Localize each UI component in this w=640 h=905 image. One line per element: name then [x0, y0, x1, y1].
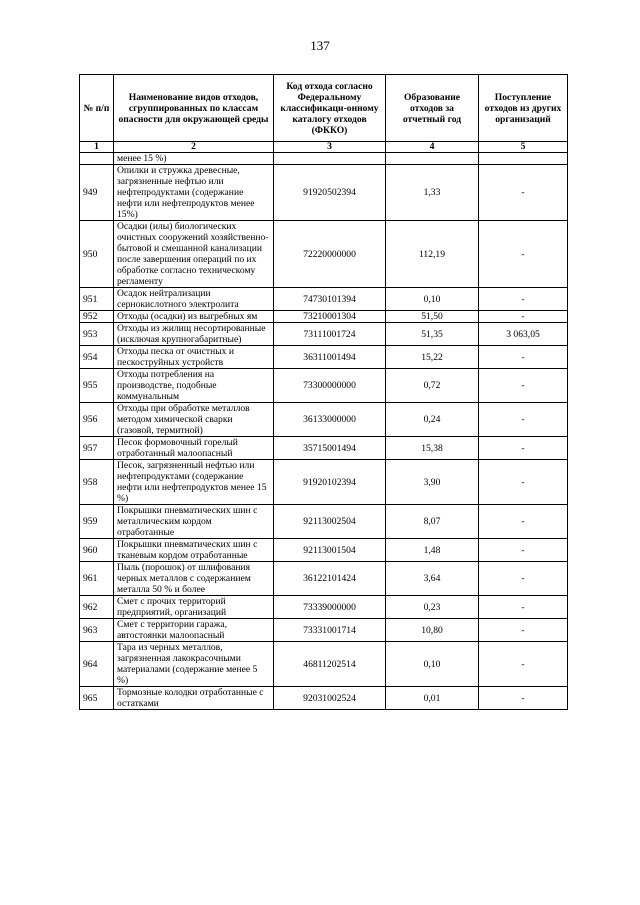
- column-index: 3: [274, 142, 386, 153]
- cell-waste-name: Осадок нейтрализации сернокислотного электролита: [114, 288, 274, 311]
- cell-formed: 15,22: [386, 346, 479, 369]
- table-row: [80, 596, 568, 619]
- cell-waste-name: Тара из черных металлов, загрязненная лакокрасочными материалами (содержание менее 5 %): [114, 642, 274, 687]
- table-row: [80, 323, 568, 346]
- cell-formed: 0,23: [386, 596, 479, 619]
- cell-waste-name: Покрышки пневматических шин с тканевым кордом отработанные: [114, 539, 274, 562]
- cell-fkko-code: 92031002524: [274, 687, 386, 710]
- table-row: [80, 642, 568, 687]
- cell-number: 962: [80, 596, 114, 619]
- column-index: 4: [386, 142, 479, 153]
- cell-fkko-code: 73300000000: [274, 369, 386, 403]
- cell-waste-name: Опилки и стружка древесные, загрязненные нефтью или нефтепродуктами (содержание нефти или нефтепродуктов менее 15%): [114, 165, 274, 221]
- cell-received: -: [479, 165, 568, 221]
- cell-waste-name: Песок формовочный горелый отработанный малоопасный: [114, 437, 274, 460]
- cell-formed: 10,80: [386, 619, 479, 642]
- cell-number: 959: [80, 505, 114, 539]
- column-index: 1: [80, 142, 114, 153]
- cell-formed: 0,72: [386, 369, 479, 403]
- cell-received: -: [479, 642, 568, 687]
- table-row: [80, 221, 568, 288]
- column-index: 5: [479, 142, 568, 153]
- column-index-row: [80, 142, 568, 153]
- cell-waste-name: менее 15 %): [114, 153, 274, 165]
- cell-fkko-code: 91920102394: [274, 460, 386, 505]
- cell-formed: 0,24: [386, 403, 479, 437]
- cell-formed: 51,50: [386, 311, 479, 323]
- table-row: [80, 460, 568, 505]
- cell-number: 955: [80, 369, 114, 403]
- cell-received: -: [479, 619, 568, 642]
- cell-waste-name: Отходы из жилищ несортированные (исключая крупногабаритные): [114, 323, 274, 346]
- cell-waste-name: Отходы песка от очистных и пескоструйных устройств: [114, 346, 274, 369]
- cell-received: -: [479, 369, 568, 403]
- page-number: 137: [310, 38, 330, 53]
- cell-number: 957: [80, 437, 114, 460]
- cell-fkko-code: 36133000000: [274, 403, 386, 437]
- header-received: Поступление отходов из других организаций: [479, 75, 568, 142]
- cell-formed: 0,10: [386, 642, 479, 687]
- cell-waste-name: Смет с территории гаража, автостоянки малоопасный: [114, 619, 274, 642]
- table-row: [80, 311, 568, 323]
- header-formed: Образование отходов за отчетный год: [386, 75, 479, 142]
- cell-received: -: [479, 221, 568, 288]
- cell-formed: 8,07: [386, 505, 479, 539]
- cell-number: 961: [80, 562, 114, 596]
- cell-fkko-code: [274, 153, 386, 165]
- waste-table: [79, 74, 568, 710]
- cell-formed: [386, 153, 479, 165]
- cell-received: -: [479, 687, 568, 710]
- cell-number: 954: [80, 346, 114, 369]
- table-row: [80, 369, 568, 403]
- cell-fkko-code: 74730101394: [274, 288, 386, 311]
- cell-received: -: [479, 403, 568, 437]
- table-row: [80, 437, 568, 460]
- table-row: [80, 505, 568, 539]
- cell-formed: 112,19: [386, 221, 479, 288]
- cell-waste-name: Отходы при обработке металлов методом химической сварки (газовой, термитной): [114, 403, 274, 437]
- header-fkko-code: Код отхода согласно Федеральному классификаци-онному каталогу отходов (ФККО): [274, 75, 386, 142]
- cell-fkko-code: 92113001504: [274, 539, 386, 562]
- cell-number: [80, 153, 114, 165]
- table-row: [80, 346, 568, 369]
- cell-received: -: [479, 505, 568, 539]
- cell-received: -: [479, 596, 568, 619]
- cell-number: 953: [80, 323, 114, 346]
- cell-fkko-code: 92113002504: [274, 505, 386, 539]
- cell-fkko-code: 73210001304: [274, 311, 386, 323]
- table-row: [80, 288, 568, 311]
- cell-number: 964: [80, 642, 114, 687]
- continuation-row: [80, 153, 568, 165]
- cell-number: 950: [80, 221, 114, 288]
- cell-number: 963: [80, 619, 114, 642]
- column-index: 2: [114, 142, 274, 153]
- cell-received: -: [479, 437, 568, 460]
- cell-fkko-code: 73339000000: [274, 596, 386, 619]
- cell-fkko-code: 73331001714: [274, 619, 386, 642]
- table-row: [80, 403, 568, 437]
- cell-fkko-code: 36311001494: [274, 346, 386, 369]
- cell-formed: 0,01: [386, 687, 479, 710]
- cell-number: 951: [80, 288, 114, 311]
- table-row: [80, 687, 568, 710]
- cell-received: 3 063,05: [479, 323, 568, 346]
- cell-received: -: [479, 311, 568, 323]
- cell-waste-name: Отходы потребления на производстве, подобные коммунальным: [114, 369, 274, 403]
- cell-fkko-code: 72220000000: [274, 221, 386, 288]
- cell-number: 958: [80, 460, 114, 505]
- cell-received: -: [479, 288, 568, 311]
- cell-waste-name: Покрышки пневматических шин с металлическим кордом отработанные: [114, 505, 274, 539]
- cell-formed: 15,38: [386, 437, 479, 460]
- cell-formed: 0,10: [386, 288, 479, 311]
- cell-formed: 1,33: [386, 165, 479, 221]
- cell-waste-name: Отходы (осадки) из выгребных ям: [114, 311, 274, 323]
- cell-number: 949: [80, 165, 114, 221]
- header-row: [80, 75, 568, 142]
- header-waste-name: Наименование видов отходов, сгруппированных по классам опасности для окружающей среды: [114, 75, 274, 142]
- cell-received: -: [479, 539, 568, 562]
- cell-waste-name: Песок, загрязненный нефтью или нефтепродуктами (содержание нефти или нефтепродуктов менее 15 %): [114, 460, 274, 505]
- table-row: [80, 539, 568, 562]
- cell-received: [479, 153, 568, 165]
- cell-number: 952: [80, 311, 114, 323]
- table-body: [80, 153, 568, 710]
- cell-number: 956: [80, 403, 114, 437]
- cell-fkko-code: 36122101424: [274, 562, 386, 596]
- cell-formed: 3,64: [386, 562, 479, 596]
- table-row: [80, 165, 568, 221]
- cell-waste-name: Осадки (илы) биологических очистных сооружений хозяйственно-бытовой и смешанной канализации после завершения операций по их обработке согласно техническому регламенту: [114, 221, 274, 288]
- cell-received: -: [479, 562, 568, 596]
- cell-number: 960: [80, 539, 114, 562]
- cell-fkko-code: 73111001724: [274, 323, 386, 346]
- header-number: № п/п: [80, 75, 114, 142]
- cell-fkko-code: 46811202514: [274, 642, 386, 687]
- cell-waste-name: Тормозные колодки отработанные с остатками: [114, 687, 274, 710]
- cell-received: -: [479, 346, 568, 369]
- cell-formed: 51,35: [386, 323, 479, 346]
- cell-received: -: [479, 460, 568, 505]
- cell-formed: 3,90: [386, 460, 479, 505]
- cell-fkko-code: 91920502394: [274, 165, 386, 221]
- table-row: [80, 562, 568, 596]
- cell-waste-name: Смет с прочих территорий предприятий, организаций: [114, 596, 274, 619]
- cell-waste-name: Пыль (порошок) от шлифования черных металлов с содержанием металла 50 % и более: [114, 562, 274, 596]
- cell-formed: 1,48: [386, 539, 479, 562]
- cell-number: 965: [80, 687, 114, 710]
- cell-fkko-code: 35715001494: [274, 437, 386, 460]
- table-row: [80, 619, 568, 642]
